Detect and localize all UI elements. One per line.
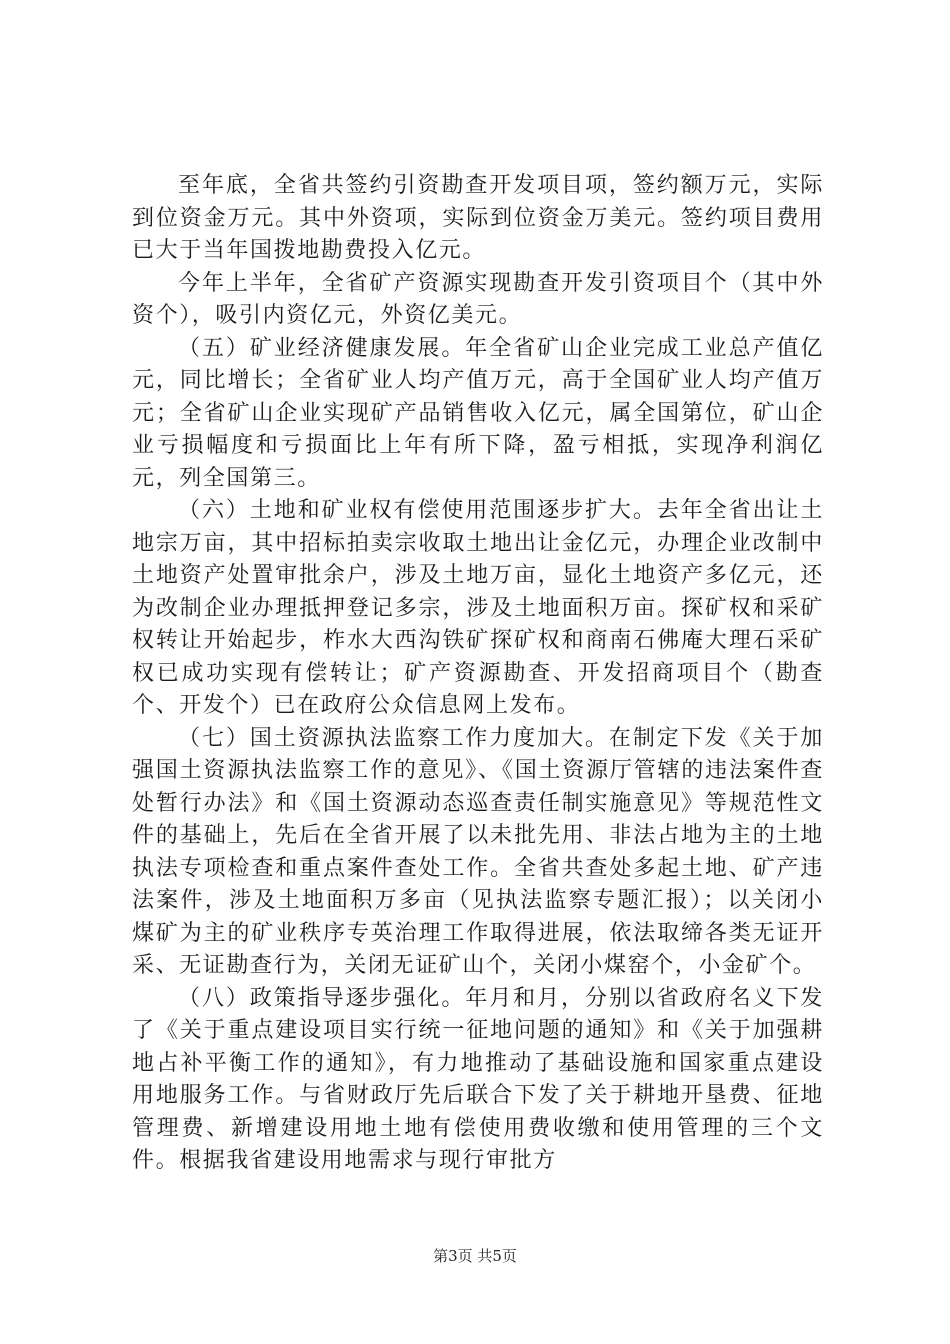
paragraph-5: （七）国土资源执法监察工作力度加大。在制定下发《关于加强国土资源执法监察工作的意见》、《国土资源厅管辖的违法案件查处暂行办法》和《国土资源动态巡查责任制实施意见》等规范性文件的基础上，先后在全省开展了以未批先用、非法占地为主的土地执法专项检查和重点案件查处工作。全省共查处多起土地、矿产违法案件，涉及土地面积万多亩（见执法监察专题汇报）；以关闭小煤矿为主的矿业秩序专英治理工作取得进展，依法取缔各类无证开采、无证勘查行为，关闭无证矿山个，关闭小煤窑个，小金矿个。: [132, 725, 824, 978]
paragraph-6: （八）政策指导逐步强化。年月和月，分别以省政府名义下发了《关于重点建设项目实行统一征地问题的通知》和《关于加强耕地占补平衡工作的通知》，有力地推动了基础设施和国家重点建设用地服务工作。与省财政厅先后联合下发了关于耕地开垦费、征地管理费、新增建设用地土地有偿使用费收缴和使用管理的三个文件。根据我省建设用地需求与现行审批方: [132, 985, 824, 1173]
paragraph-3: （五）矿业经济健康发展。年全省矿山企业完成工业总产值亿元，同比增长；全省矿业人均产值万元，高于全国矿业人均产值万元；全省矿山企业实现矿产品销售收入亿元，属全国第位，矿山企业亏损幅度和亏损面比上年有所下降，盈亏相抵，实现净利润亿元，列全国第三。: [132, 335, 824, 491]
page-footer: 第3页 共5页: [433, 1247, 517, 1265]
paragraph-2: 今年上半年，全省矿产资源实现勘查开发引资项目个（其中外资个），吸引内资亿元，外资亿美元。: [132, 270, 824, 328]
document-body: [132, 170, 824, 1178]
paragraph-1: 至年底，全省共签约引资勘查开发项目项，签约额万元，实际到位资金万元。其中外资项，实际到位资金万美元。签约项目费用已大于当年国拨地勘费投入亿元。: [132, 173, 824, 263]
paragraph-4: （六）土地和矿业权有偿使用范围逐步扩大。去年全省出让土地宗万亩，其中招标拍卖宗收取土地出让金亿元，办理企业改制中土地资产处置审批余户，涉及土地万亩，显化土地资产多亿元，还为改制企业办理抵押登记多宗，涉及土地面积万亩。探矿权和采矿权转让开始起步，柞水大西沟铁矿探矿权和商南石佛庵大理石采矿权已成功实现有偿转让；矿产资源勘查、开发招商项目个（勘查个、开发个）已在政府公众信息网上发布。: [132, 498, 824, 718]
